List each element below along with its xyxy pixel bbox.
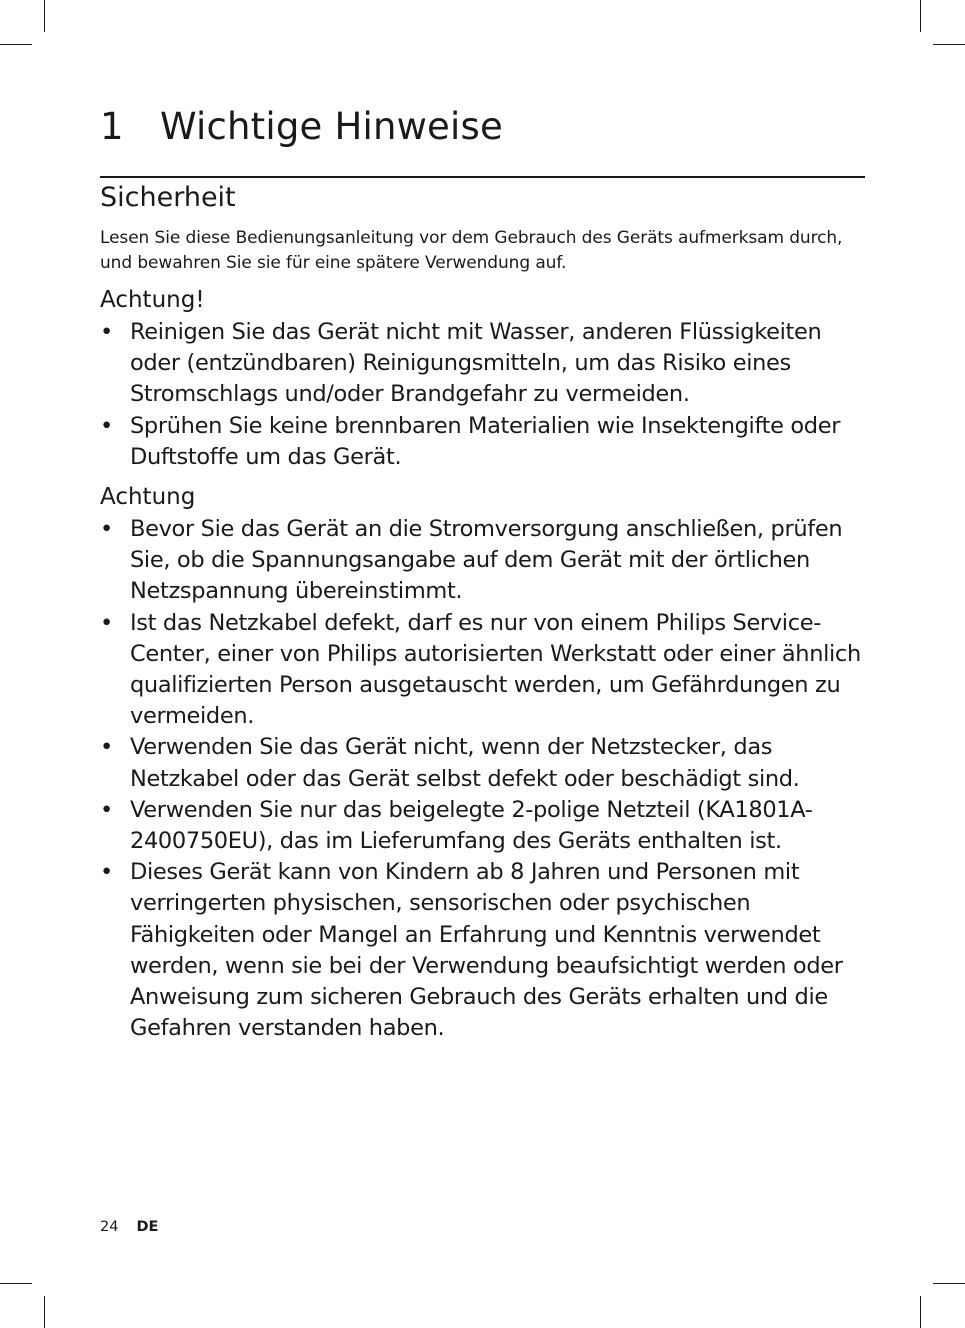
crop-mark-top-left-horizontal (0, 44, 32, 45)
caution-heading: Achtung (100, 484, 196, 511)
crop-mark-bottom-right-vertical (920, 1296, 921, 1328)
section-title: Sicherheit (100, 182, 236, 213)
list-item: • Verwenden Sie nur das beigelegte 2-polige Netzteil (KA1801A-2400750EU), das im Lieferumfang des Geräts enthalten ist. (100, 796, 813, 855)
warning-list (100, 317, 865, 473)
bullet-icon: • (100, 734, 113, 761)
page-footer (100, 1219, 158, 1235)
chapter-title: Wichtige Hinweise (160, 105, 503, 148)
chapter-number: 1 (100, 105, 124, 148)
crop-mark-top-right-vertical (920, 0, 921, 32)
list-item: • Dieses Gerät kann von Kindern ab 8 Jahren und Personen mit verringerten physischen, sensorischen oder psychischen Fähigkeiten oder Mangel an Erfahrung und Kenntnis verwendet werden, wenn sie bei der Verwendung beaufsichtigt werden oder Anweisung zum sicheren Gebrauch des Geräts erhalten und die Gefahren verstanden haben. (100, 859, 843, 1042)
bullet-icon: • (100, 796, 113, 823)
list-item: • Ist das Netzkabel defekt, darf es nur von einem Philips Service-Center, einer von Philips autorisierten Werkstatt oder einer ähnlich qualifizierten Person ausgetauscht werden, um Gefährdungen zu vermeiden. (100, 609, 861, 730)
bullet-icon: • (100, 412, 113, 439)
list-item: • Sprühen Sie keine brennbaren Materialien wie Insektengifte oder Duftstoffe um das Gerät. (100, 412, 841, 470)
section-intro: Lesen Sie diese Bedienungsanleitung vor dem Gebrauch des Geräts aufmerksam durch, und bewahren Sie sie für eine spätere Verwendung auf. (100, 228, 843, 273)
caution-list (100, 514, 865, 1044)
language-code: DE (136, 1219, 159, 1235)
page-number: 24 (100, 1219, 119, 1235)
bullet-icon: • (100, 516, 113, 543)
crop-mark-top-left-vertical (44, 0, 45, 32)
chapter-heading (100, 104, 865, 150)
bullet-icon: • (100, 609, 113, 636)
list-item: • Bevor Sie das Gerät an die Stromversorgung anschließen, prüfen Sie, ob die Spannungsangabe auf dem Gerät mit der örtlichen Netzspannung übereinstimmt. (100, 516, 843, 605)
bullet-icon: • (100, 319, 113, 345)
bullet-icon: • (100, 859, 113, 886)
heading-divider (100, 176, 865, 178)
list-item: • Verwenden Sie das Gerät nicht, wenn der Netzstecker, das Netzkabel oder das Gerät selbst defekt oder beschädigt sind. (100, 734, 800, 792)
crop-mark-bottom-right-horizontal (933, 1283, 965, 1284)
list-item: • Reinigen Sie das Gerät nicht mit Wasser, anderen Flüssigkeiten oder (entzündbaren) Reinigungsmitteln, um das Risiko eines Stromschlags und/oder Brandgefahr zu vermeiden. (100, 319, 822, 408)
page-content (100, 104, 865, 1044)
crop-mark-top-right-horizontal (933, 44, 965, 45)
crop-mark-bottom-left-horizontal (0, 1283, 32, 1284)
warning-heading: Achtung! (100, 287, 205, 313)
crop-mark-bottom-left-vertical (44, 1296, 45, 1328)
